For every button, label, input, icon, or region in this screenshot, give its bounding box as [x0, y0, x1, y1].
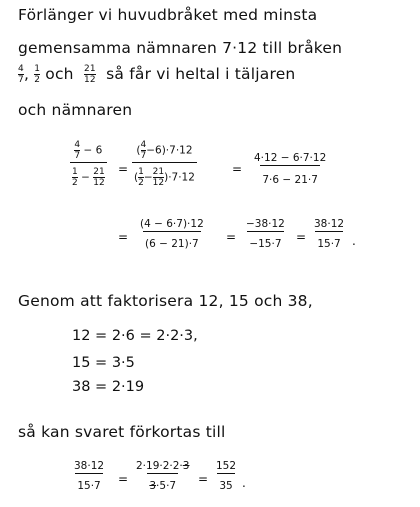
- fraction-4-7: $\frac{4}{7}$: [18, 64, 24, 85]
- intro-line-1: Förlänger vi huvudbråket med minsta: [18, 6, 318, 24]
- intro-line-3: $\frac{4}{7}$ , $\frac{1}{2}$ och $\frac{21}{12}$ så får vi heltal i täljaren: [18, 64, 296, 85]
- simplify-text: så kan svaret förkortas till: [18, 423, 226, 441]
- equals-sign: =: [198, 472, 209, 486]
- cancelled-three: 3: [182, 460, 190, 472]
- equals-sign: =: [118, 472, 129, 486]
- step2-c: $\frac{38\cdot 12}{15\cdot 7}$: [314, 218, 345, 250]
- factor-row-15: 15 = 3·5: [72, 355, 135, 371]
- simplify-c: $\frac{152}{35}$: [216, 460, 237, 492]
- period: .: [352, 234, 356, 248]
- step2-b: $\frac{-38\cdot 12}{-15\cdot 7}$: [246, 218, 285, 250]
- factor-intro: Genom att faktorisera 12, 15 och 38,: [18, 292, 313, 310]
- equals-sign: =: [296, 230, 307, 244]
- equals-sign: =: [118, 162, 129, 176]
- intro-line-2: gemensamma nämnaren 7·12 till bråken: [18, 39, 343, 57]
- fraction-21-12: $\frac{21}{12}$: [83, 64, 96, 85]
- factor-row-12: 12 = 2·6 = 2·2·3,: [72, 328, 198, 344]
- cancelled-three: 3: [149, 480, 157, 492]
- simplify-b: $\frac{2\cdot 19\cdot 2\cdot 2\cdot 3}{3\cdot 5\cdot 7}$: [136, 460, 190, 492]
- factor-row-38: 38 = 2·19: [72, 379, 145, 395]
- fraction-1-2: $\frac{1}{2}$: [34, 64, 41, 85]
- step2-a: $\frac{(4 - 6\cdot 7)\cdot 12}{(6 - 21)\cdot 7}$: [140, 218, 204, 250]
- period: .: [242, 476, 246, 490]
- equals-sign: =: [226, 230, 237, 244]
- equals-sign: =: [118, 230, 129, 244]
- simplify-a: $\frac{38\cdot 12}{15\cdot 7}$: [74, 460, 105, 492]
- step1-mid: ( $\frac{4}{7}$ −6)·7·12 ( $\frac{1}{2}$ − $\frac{21}{12}$ )·7·12: [134, 140, 195, 188]
- step1-lhs: $\frac{4}{7}$ − 6 $\frac{1}{2}$ − $\frac{21}{12}$: [72, 140, 105, 188]
- equals-sign: =: [232, 162, 243, 176]
- step1-rhs: $\frac{4\cdot 12 - 6\cdot 7\cdot 12}{7\cdot 6 - 21\cdot 7}$: [254, 152, 327, 186]
- intro-line-4: och nämnaren: [18, 101, 133, 119]
